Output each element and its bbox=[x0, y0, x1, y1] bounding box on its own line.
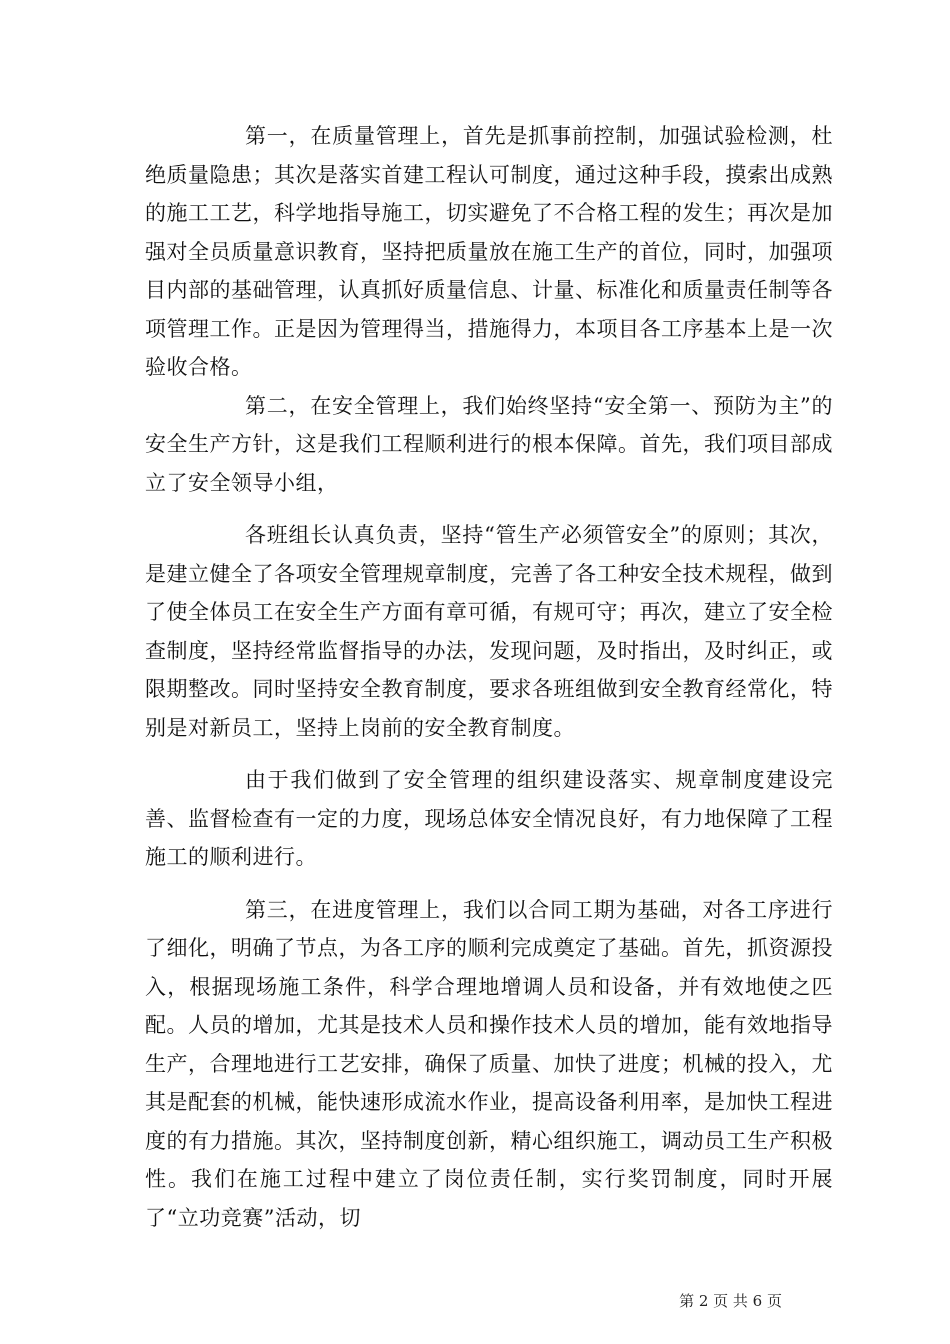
paragraph-safety-result: 由于我们做到了安全管理的组织建设落实、规章制度建设完善、监督检查有一定的力度，现场总体安全情况良好，有力地保障了工程施工的顺利进行。 bbox=[145, 768, 833, 869]
paragraph-safety-details: 各班组长认真负责，坚持“管生产必须管安全”的原则；其次，是建立健全了各项安全管理规章制度，完善了各工种安全技术规程，做到了使全体员工在安全生产方面有章可循，有规可守；再次，建立了安全检查制度，坚持经常监督指导的办法，发现问题，及时指出，及时纠正，或限期整改。同时坚持安全教育制度，要求各班组做到安全教育经常化，特别是对新员工，坚持上岗前的安全教育制度。 bbox=[145, 523, 833, 740]
page-number: 第 2 页 共 6 页 bbox=[679, 1292, 782, 1310]
paragraph-quality-management: 第一，在质量管理上，首先是抓事前控制，加强试验检测，杜绝质量隐患；其次是落实首建工程认可制度，通过这种手段，摸索出成熟的施工工艺，科学地指导施工，切实避免了不合格工程的发生；再次是加强对全员质量意识教育，坚持把质量放在施工生产的首位，同时，加强项目内部的基础管理，认真抓好质量信息、计量、标准化和质量责任制等各项管理工作。正是因为管理得当，措施得力，本项目各工序基本上是一次验收合格。 bbox=[145, 124, 833, 379]
document-body bbox=[145, 117, 833, 1237]
paragraph-schedule-management: 第三，在进度管理上，我们以合同工期为基础，对各工序进行了细化，明确了节点，为各工序的顺利完成奠定了基础。首先，抓资源投入，根据现场施工条件，科学合理地增调人员和设备，并有效地使之匹配。人员的增加，尤其是技术人员和操作技术人员的增加，能有效地指导生产，合理地进行工艺安排，确保了质量、加快了进度；机械的投入，尤其是配套的机械，能快速形成流水作业，提高设备利用率，是加快工程进度的有力措施。其次，坚持制度创新，精心组织施工，调动员工生产积极性。我们在施工过程中建立了岗位责任制，实行奖罚制度，同时开展了“立功竞赛”活动，切 bbox=[145, 897, 833, 1230]
paragraph-safety-management: 第二，在安全管理上，我们始终坚持“安全第一、预防为主”的安全生产方针，这是我们工程顺利进行的根本保障。首先，我们项目部成立了安全领导小组， bbox=[145, 393, 833, 495]
